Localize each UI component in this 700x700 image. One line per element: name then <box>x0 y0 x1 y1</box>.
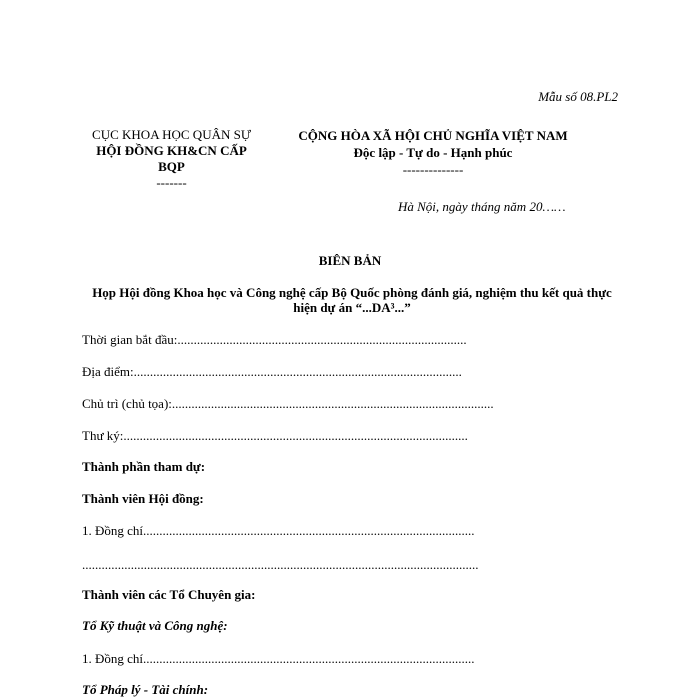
nation-name: CỘNG HÒA XÃ HỘI CHỦ NGHĨA VIỆT NAM <box>298 128 568 143</box>
issuing-organization <box>84 127 259 191</box>
expert-groups-heading: Thành viên các Tổ Chuyên gia: <box>82 587 256 602</box>
national-motto: Độc lập - Tự do - Hạnh phúc <box>353 145 513 160</box>
org-line-1: CỤC KHOA HỌC QUÂN SỰ <box>92 127 251 142</box>
start-time-field: Thời gian bắt đầu:......................................................................................... <box>82 332 467 347</box>
tech-member-1-field: 1. Đồng chí...................................................................................................... <box>82 651 475 666</box>
chair-field: Chủ trì (chủ tọa):................................................................................................... <box>82 396 494 411</box>
org-divider: ------- <box>156 175 187 190</box>
form-code: Mẫu số 08.PL2 <box>538 89 618 104</box>
council-dotted-line: .......................................................................................................................... <box>82 557 479 572</box>
location-field: Địa điểm:..................................................................................................... <box>82 364 462 379</box>
national-header <box>268 127 598 178</box>
council-members-heading: Thành viên Hội đồng: <box>82 491 204 506</box>
document-title: BIÊN BẢN <box>318 253 382 268</box>
org-line-2: HỘI ĐỒNG KH&CN CẤP BQP <box>96 143 247 174</box>
council-member-1-field: 1. Đồng chí...................................................................................................... <box>82 523 475 538</box>
attendees-heading: Thành phần tham dự: <box>82 459 206 474</box>
tech-group-heading: Tổ Kỹ thuật và Công nghệ: <box>82 618 228 633</box>
place-date: Hà Nội, ngày tháng năm 20…… <box>398 199 566 214</box>
motto-divider: -------------- <box>402 162 464 177</box>
document-subtitle: Họp Hội đồng Khoa học và Công nghệ cấp Bộ Quốc phòng đánh giá, nghiệm thu kết quả thực hiện dự án “...DA³...” <box>92 285 612 315</box>
secretary-field: Thư ký:.......................................................................................................... <box>82 428 468 443</box>
legal-finance-heading: Tổ Pháp lý - Tài chính: <box>82 682 209 697</box>
